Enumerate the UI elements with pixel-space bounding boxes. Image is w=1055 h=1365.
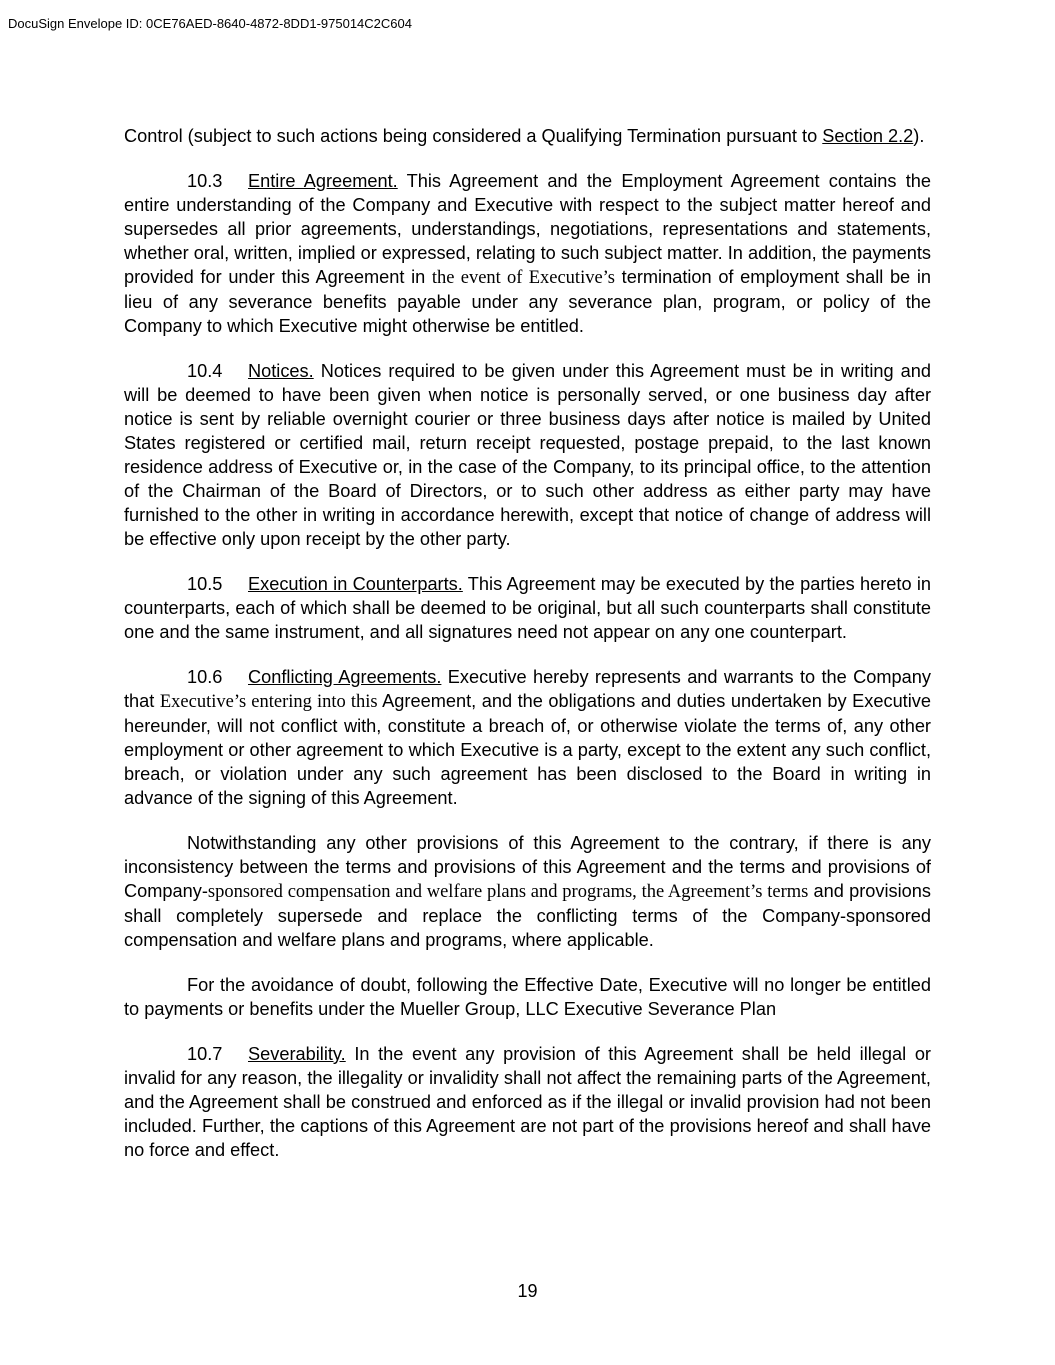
section-text: In the event any provision of this Agreement shall be held illegal or invalid for any reason, the illegality or invalidity shall not affect the remaining parts of the Agreement, and the Agreement shall be construed and enforced as if the illegal or invalid provision had not been included. Further, the captions of this Agreement are not part of the provisions hereof and shall have no force and effect. <box>124 1044 931 1160</box>
section-10-6 <box>124 665 931 810</box>
section-number: 10.3 <box>187 171 223 191</box>
section-title: Entire Agreement. <box>248 171 398 191</box>
section-title: Notices. <box>248 361 314 381</box>
continuation-end: ). <box>913 126 925 146</box>
section-text: Notices required to be given under this Agreement must be in writing and will be deemed to have been given when notice is personally served, or one business day after notice is sent by reliable overnight courier or three business days after notice is mailed by United States registered or certified mail, return receipt requested, postage prepaid, to the last known residence address of Executive or, in the case of the Company, to its principal office, to the attention of the Chairman of the Board of Directors, or to such other address as either party may have furnished to the other in writing in accordance herewith, except that notice of change of address will be effective only upon receipt by the other party. <box>124 361 931 549</box>
section-text: This Agreement may be executed by the parties hereto in counterparts, each of which shall be deemed to be original, but all such counterparts shall constitute one and the same instrument, and all signatures need not appear on any one counterpart. <box>124 574 932 642</box>
paragraph-text: and provisions shall completely supersede and replace the conflicting terms of the Company-sponsored compensation and welfare plans and programs, where applicable. <box>124 881 931 950</box>
continuation-paragraph <box>124 124 931 148</box>
section-text: This Agreement and the Employment Agreement contains the entire understanding of the Company and Executive with respect to the subject matter hereof and supersedes all prior agreements, understandings, negotiations, representations and statements, whether oral, written, implied or expressed, relating to such subject matter. In addition, the payments provided for under this Agreement in <box>124 171 931 287</box>
section-10-5 <box>124 572 931 644</box>
section-number: 10.6 <box>187 667 223 687</box>
document-body <box>124 124 931 1183</box>
avoidance-paragraph <box>124 973 931 1021</box>
section-title: Severability. <box>248 1044 346 1064</box>
section-number: 10.7 <box>187 1044 223 1064</box>
section-text: Agreement, and the obligations and duties undertaken by Executive hereunder, will not conflict with, constitute a breach of, or otherwise violate the terms of, any other employment or other agreement to which Executive is a party, except to the extent any such conflict, breach, or violation under any such agreement has been disclosed to the Board in writing in advance of the signing of this Agreement. <box>124 691 931 808</box>
continuation-text: Control (subject to such actions being considered a Qualifying Termination pursuant to <box>124 126 823 146</box>
section-text: Executive hereby represents and warrants to the Company that <box>124 667 931 711</box>
paragraph-text: Notwithstanding any other provisions of this Agreement to the contrary, if there is any inconsistency between the terms and provisions of this Agreement and the terms and provisions of Company- <box>124 833 931 901</box>
section-number: 10.4 <box>187 361 223 381</box>
envelope-id: DocuSign Envelope ID: 0CE76AED-8640-4872-8DD1-975014C2C604 <box>8 16 412 31</box>
notwithstanding-paragraph <box>124 831 931 952</box>
section-10-4 <box>124 359 931 551</box>
section-title: Execution in Counterparts. <box>248 574 463 594</box>
section-10-3 <box>124 169 931 338</box>
section-10-7 <box>124 1042 931 1162</box>
section-text: termination of employment shall be in lieu of any severance benefits payable under any severance plan, program, or policy of the Company to which Executive might otherwise be entitled. <box>124 267 931 336</box>
page-number: 19 <box>517 1281 538 1301</box>
section-text-serif: Executive’s entering into this <box>159 692 378 712</box>
section-reference-link: Section 2.2 <box>822 126 914 146</box>
section-text-serif: the event of Executive’s <box>431 268 616 288</box>
section-title: Conflicting Agreements. <box>248 667 442 687</box>
paragraph-text: For the avoidance of doubt, following the Effective Date, Executive will no longer be entitled to payments or benefits under the Mueller Group, LLC Executive Severance Plan <box>124 975 931 1019</box>
section-number: 10.5 <box>187 574 223 594</box>
paragraph-text-serif: sponsored compensation and welfare plans and programs, the Agreement’s terms <box>207 882 809 902</box>
